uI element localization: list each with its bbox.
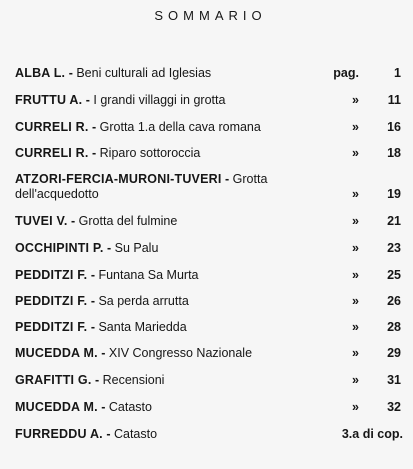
- entry-page-number: 19: [387, 187, 401, 201]
- entry-page-marker: »: [352, 241, 359, 255]
- entry-page-number: 23: [387, 241, 401, 255]
- entry-page-number: 28: [387, 320, 401, 334]
- toc-entry: [15, 66, 405, 81]
- entry-separator: -: [88, 146, 100, 160]
- entry-title: Grotta 1.a della cava romana: [99, 120, 261, 134]
- entry-title: Su Palu: [114, 241, 159, 255]
- entry-separator: -: [67, 214, 79, 228]
- entry-page-marker: »: [352, 373, 359, 387]
- toc-entry: [15, 268, 405, 283]
- entry-page-marker: pag.: [333, 66, 359, 80]
- entry-separator: -: [87, 294, 99, 308]
- entry-title: XIV Congresso Nazionale: [108, 346, 253, 360]
- toc-entry: [15, 214, 405, 229]
- entry-page-number: 11: [387, 93, 401, 107]
- entry-page-reference: 3.a di cop.: [341, 427, 403, 441]
- entry-title: Funtana Sa Murta: [98, 268, 199, 282]
- entry-author: MUCEDDA M.: [15, 346, 98, 360]
- entry-title: Recensioni: [102, 373, 165, 387]
- entry-title: Grotta: [232, 172, 268, 186]
- entry-page-marker: »: [352, 346, 359, 360]
- entry-page-number: 31: [387, 373, 401, 387]
- entry-title: Catasto: [113, 427, 158, 441]
- entry-page-marker: »: [352, 187, 359, 201]
- entry-title: Grotta del fulmine: [78, 214, 178, 228]
- entry-separator: -: [221, 172, 233, 186]
- toc-entry: [15, 172, 405, 202]
- entry-title: Beni culturali ad Iglesias: [76, 66, 212, 80]
- entry-title: Sa perda arrutta: [98, 294, 189, 308]
- entry-page-number: 16: [387, 120, 401, 134]
- entry-page-number: 25: [387, 268, 401, 282]
- toc-entry: [15, 93, 405, 108]
- entry-title-continuation: dell'acquedotto: [15, 187, 99, 201]
- toc-entry: [15, 373, 405, 388]
- entry-title: Santa Mariedda: [98, 320, 187, 334]
- entry-page-marker: »: [352, 146, 359, 160]
- entry-separator: -: [103, 241, 115, 255]
- entry-author: CURRELI R.: [15, 146, 89, 160]
- toc-entry: [15, 294, 405, 309]
- entry-page-number: 18: [387, 146, 401, 160]
- entry-separator: -: [97, 346, 109, 360]
- entry-page-marker: »: [352, 120, 359, 134]
- entry-separator: -: [87, 268, 99, 282]
- entry-author: PEDDITZI F.: [15, 294, 88, 308]
- entry-separator: -: [102, 427, 114, 441]
- entry-page-number: 26: [387, 294, 401, 308]
- entry-page-marker: »: [352, 214, 359, 228]
- entry-title: Riparo sottoroccia: [99, 146, 201, 160]
- entry-title: I grandi villaggi in grotta: [93, 93, 226, 107]
- toc-entry: [15, 320, 405, 335]
- entry-page-number: 1: [394, 66, 401, 80]
- entry-author: MUCEDDA M.: [15, 400, 98, 414]
- entry-author: FURREDDU A.: [15, 427, 103, 441]
- entry-separator: -: [88, 120, 100, 134]
- toc-entry: [15, 427, 405, 442]
- entry-page-marker: »: [352, 294, 359, 308]
- entry-author: PEDDITZI F.: [15, 268, 88, 282]
- entry-page-marker: »: [352, 93, 359, 107]
- entry-author: FRUTTU A.: [15, 93, 83, 107]
- entry-author: CURRELI R.: [15, 120, 89, 134]
- page-title: SOMMARIO: [154, 8, 267, 23]
- toc-entry: [15, 346, 405, 361]
- entry-separator: -: [97, 400, 109, 414]
- entry-page-marker: »: [352, 400, 359, 414]
- entry-page-number: 32: [387, 400, 401, 414]
- entry-separator: -: [91, 373, 103, 387]
- entry-author: TUVEI V.: [15, 214, 68, 228]
- entry-page-number: 21: [387, 214, 401, 228]
- entry-separator: -: [65, 66, 77, 80]
- entry-separator: -: [87, 320, 99, 334]
- entry-author: ALBA L.: [15, 66, 66, 80]
- entry-page-number: 29: [387, 346, 401, 360]
- entry-author: PEDDITZI F.: [15, 320, 88, 334]
- entry-separator: -: [82, 93, 94, 107]
- entry-author: GRAFITTI G.: [15, 373, 92, 387]
- entry-author: ATZORI-FERCIA-MURONI-TUVERI: [15, 172, 222, 186]
- entry-page-marker: »: [352, 320, 359, 334]
- toc-entry: [15, 120, 405, 135]
- toc-entry: [15, 400, 405, 415]
- entry-author: OCCHIPINTI P.: [15, 241, 104, 255]
- toc-entry: [15, 241, 405, 256]
- toc-entry: [15, 146, 405, 161]
- entry-title: Catasto: [108, 400, 152, 414]
- entry-page-marker: »: [352, 268, 359, 282]
